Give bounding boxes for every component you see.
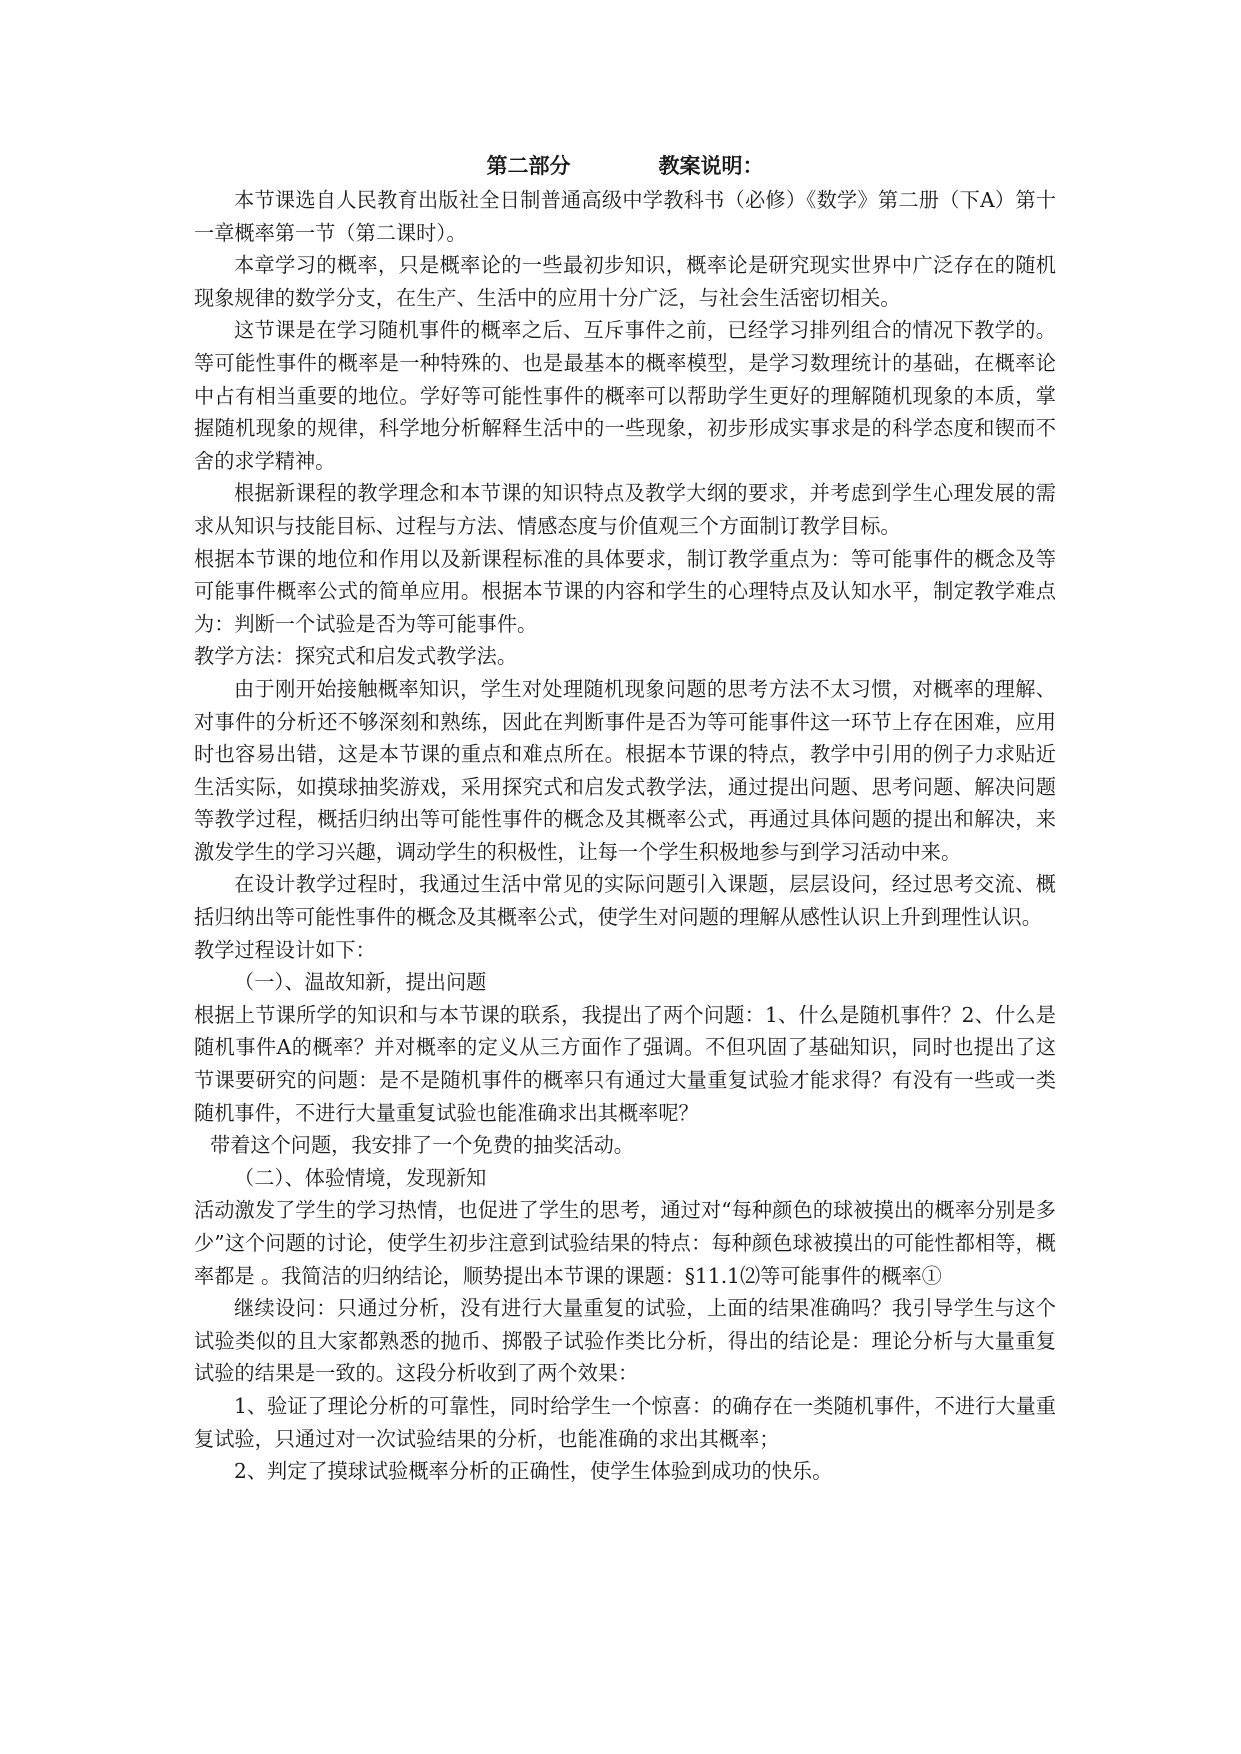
paragraph: 本章学习的概率，只是概率论的一些最初步知识，概率论是研究现实世界中广泛存在的随机现象规律的数学分支，在生产、生活中的应用十分广泛，与社会生活密切相关。 xyxy=(194,253,1056,310)
paragraph: 1、验证了理论分析的可靠性，同时给学生一个惊喜：的确存在一类随机事件，不进行大量重复试验，只通过对一次试验结果的分析，也能准确的求出其概率； xyxy=(194,1393,1056,1451)
paragraph: 这节课是在学习随机事件的概率之后、互斥事件之前，已经学习排列组合的情况下教学的。等可能性事件的概率是一种特殊的、也是最基本的概率模型，是学习数理统计的基础，在概率论中占有相当重要的地位。学好等可能性事件的概率可以帮助学生更好的理解随机现象的本质，掌握随机现象的规律，科学地分析解释生活中的一些现象，初步形成实事求是的科学态度和锲而不舍的求学精神。 xyxy=(194,318,1056,473)
title-part: 第二部分 xyxy=(486,153,571,178)
paragraph: 教学过程设计如下： xyxy=(194,937,376,962)
paragraph: 本节课选自人民教育出版社全日制普通高级中学教科书（必修）《数学》第二册（下A）第十一章概率第一节（第二课时）。 xyxy=(194,188,1056,245)
paragraph: 活动激发了学生的学习热情，也促进了学生的思考，通过对“每种颜色的球被摸出的概率分别是多少”这个问题的讨论，使学生初步注意到试验结果的特点：每种颜色球被摸出的可能性都相等，概率都是 。我简洁的归纳结论，顺势提出本节课的课题：§11.1⑵等可能事件的概率① xyxy=(194,1198,1056,1288)
paragraph: （一）、温故知新，提出问题 xyxy=(234,970,487,995)
paragraph: 在设计教学过程时，我通过生活中常见的实际问题引入课题，层层设问，经过思考交流、概括归纳出等可能性事件的概念及其概率公式，使学生对问题的理解从感性认识上升到理性认识。 xyxy=(194,872,1056,930)
document-page xyxy=(194,148,1056,1488)
paragraph: 教学方法：探究式和启发式教学法。 xyxy=(194,644,518,669)
paragraph: 根据新课程的教学理念和本节课的知识特点及教学大纲的要求，并考虑到学生心理发展的需求从知识与技能目标、过程与方法、情感态度与价值观三个方面制订教学目标。 xyxy=(194,481,1056,538)
paragraph: （二）、体验情境，发现新知 xyxy=(234,1165,487,1190)
paragraph: 由于刚开始接触概率知识，学生对处理随机现象问题的思考方法不太习惯，对概率的理解、对事件的分析还不够深刻和熟练，因此在判断事件是否为等可能事件这一环节上存在困难，应用时也容易出错，这是本节课的重点和难点所在。根据本节课的特点，教学中引用的例子力求贴近生活实际，如摸球抽奖游戏，采用探究式和启发式教学法，通过提出问题、思考问题、解决问题等教学过程，概括归纳出等可能性事件的概念及其概率公式，再通过具体问题的提出和解决，来激发学生的学习兴趣，调动学生的积极性，让每一个学生积极地参与到学习活动中来。 xyxy=(194,676,1056,864)
paragraph: 根据上节课所学的知识和与本节课的联系，我提出了两个问题：1、什么是随机事件？2、什么是随机事件A的概率？并对概率的定义从三方面作了强调。不但巩固了基础知识，同时也提出了这节课要研究的问题：是不是随机事件的概率只有通过大量重复试验才能求得？有没有一些或一类随机事件，不进行大量重复试验也能准确求出其概率呢？ xyxy=(194,1002,1056,1125)
paragraph: 带着这个问题，我安排了一个免费的抽奖活动。 xyxy=(210,1133,634,1158)
paragraph: 继续设问：只通过分析，没有进行大量重复的试验，上面的结果准确吗？我引导学生与这个试验类似的且大家都熟悉的抛币、掷骰子试验作类比分析，得出的结论是：理论分析与大量重复试验的结果是一致的。这段分析收到了两个效果： xyxy=(194,1296,1056,1386)
document-body xyxy=(194,184,1056,1488)
paragraph: 根据本节课的地位和作用以及新课程标准的具体要求，制订教学重点为：等可能事件的概念及等可能事件概率公式的简单应用。根据本节课的内容和学生的心理特点及认知水平，制定教学难点为：判断一个试验是否为等可能事件。 xyxy=(194,546,1056,636)
title-name: 教案说明： xyxy=(658,153,764,178)
page-title xyxy=(194,148,1056,184)
paragraph: 2、判定了摸球试验概率分析的正确性，使学生体验到成功的快乐。 xyxy=(234,1459,833,1484)
